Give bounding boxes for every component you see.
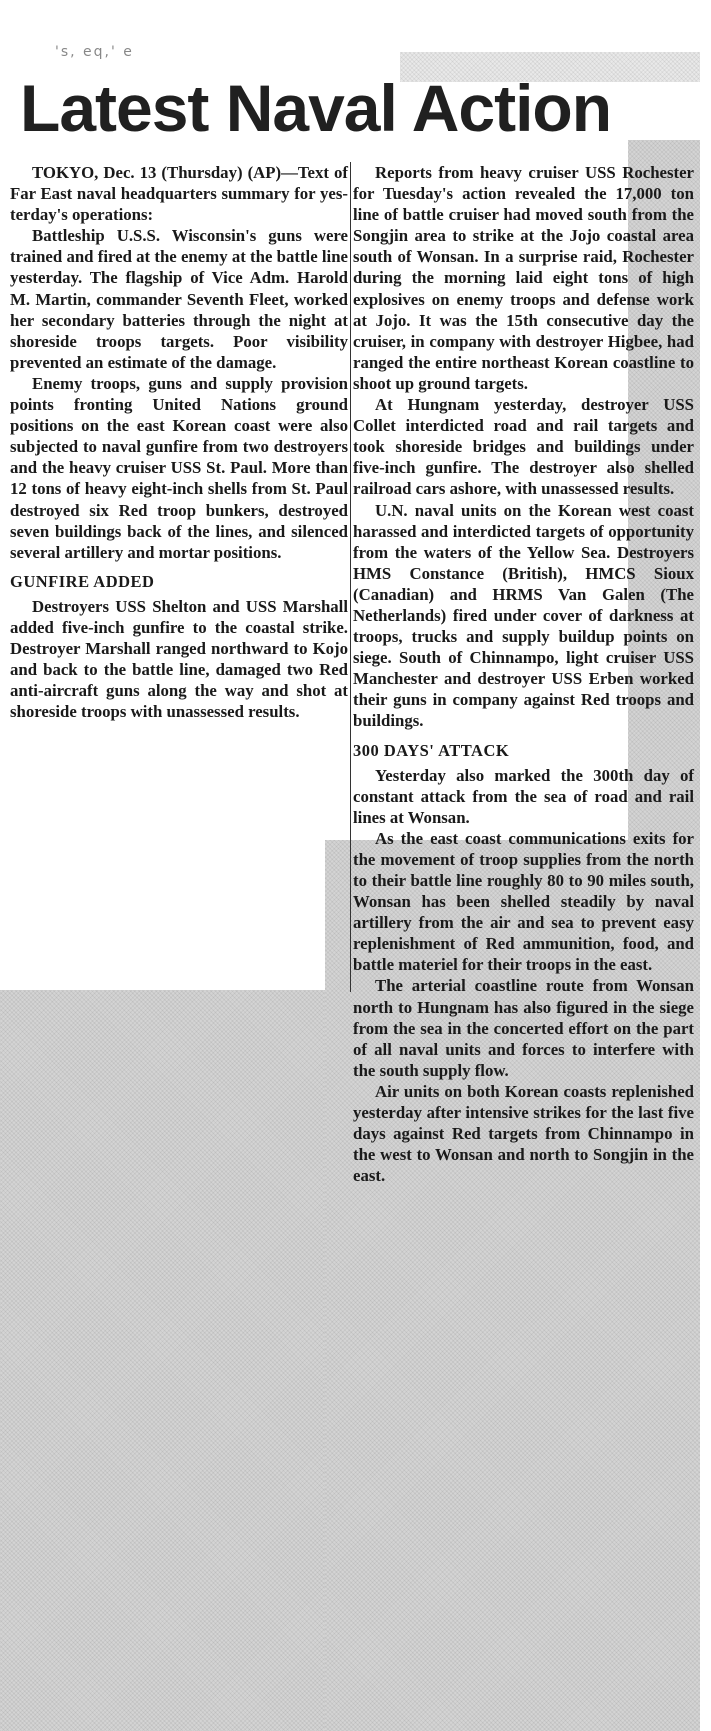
article-paragraph: Reports from heavy cruiser USS Rochester for Tuesday's action revealed the 17,000 ton line of battle cruiser had moved south from the Songjin area to strike at the Jojo coastal area south of Wonsan. In a surprise raid, Rochester during the morning laid eight tons of high explosives on enemy troops and defense work at Jojo. It was the 15th consecutive day the cruiser, in company with destroyer Higbee, had ranged the entire northeast Korean coastline to shoot up ground targets.: [353, 163, 694, 393]
article-column-left: [10, 162, 348, 722]
article-paragraph: U.N. naval units on the Korean west coast harassed and interdicted targets of opportunity from the waters of the Yellow Sea. Destroyers HMS Constance (British), HMCS Sioux (Canadian) and HRMS Van Galen (The Netherlands) fired under cover of darkness at troops, trucks and supply buildup points on siege. South of Chinnampo, light cruiser USS Manchester and destroyer USS Erben worked their guns in company against Red troops and buildings.: [353, 500, 694, 731]
masthead-fragment: 's, eq,' e: [55, 44, 134, 60]
headline: Latest Naval Action: [20, 71, 612, 145]
article-paragraph: Enemy troops, guns and supply provision points fronting United Nations ground positions on the east Korean coast were also subjected to naval gunfire from two destroyers and the heavy cruiser USS St. Paul. More than 12 tons of heavy eight-inch shells from St. Paul destroyed six Red troop bunkers, destroyed seven buildings back of the lines, and silenced several artillery and mortar positions.: [10, 373, 348, 562]
article-column-right: [353, 162, 694, 1186]
article-paragraph: Destroyers USS Shelton and USS Marshall added five-inch gunfire to the coastal strike. Destroyer Marshall ranged northward to Kojo and back to the battle line, damaged two Red anti-aircraft guns along the way and shot at shoreside troops with unassessed results.: [10, 596, 348, 722]
paper-texture: [0, 990, 325, 1731]
column-divider: [350, 162, 351, 992]
article-paragraph: Battleship U.S.S. Wisconsin's guns were trained and fired at the enemy at the battle line yesterday. The flagship of Vice Adm. Harold M. Martin, commander Seventh Fleet, worked her secondary batteries through the night at shoreside troops targets. Poor visibility prevented an estimate of the damage.: [10, 226, 348, 372]
article-paragraph: Yesterday also marked the 300th day of constant attack from the sea of road and rail lines at Wonsan.: [353, 765, 694, 827]
subheading: GUNFIRE ADDED: [10, 571, 155, 591]
article-paragraph: As the east coast communications exits for the movement of troop supplies from the north to their battle line roughly 80 to 90 miles south, Wonsan has been shelled steadily by naval artillery from the air and sea to prevent easy replenishment of Red ammunition, food, and battle materiel for their troops in the east.: [353, 828, 694, 975]
article-paragraph: The arterial coastline route from Wonsan north to Hungnam has also figured in the siege from the sea in the concerted effort on the part of all naval units and forces to interfere with the south supply flow.: [353, 976, 694, 1080]
article-paragraph: TOKYO, Dec. 13 (Thursday) (AP)—Text of Far East naval headquarters summary for yesterday's operations:: [10, 163, 348, 225]
article-paragraph: At Hungnam yesterday, destroyer USS Collet interdicted road and rail targets and took shoreside bridges and buildings under five-inch gunfire. The destroyer also shelled railroad cars ashore, with unassessed results.: [353, 395, 694, 499]
subheading: 300 DAYS' ATTACK: [353, 740, 510, 760]
article-paragraph: Air units on both Korean coasts replenished yesterday after intensive strikes for the last five days against Red targets from Chinnampo in the west to Wonsan and north to Songjin in the east.: [353, 1081, 694, 1186]
